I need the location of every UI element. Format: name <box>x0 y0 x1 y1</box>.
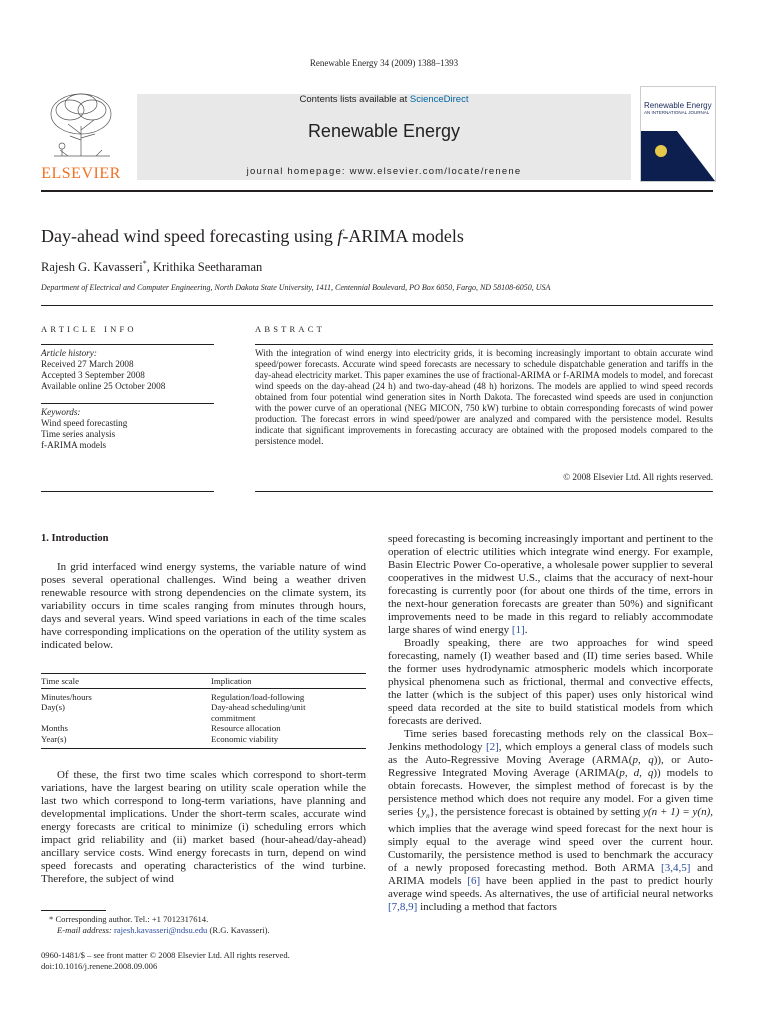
table-row <box>41 702 366 723</box>
time-scale-table <box>41 676 366 744</box>
article-title <box>41 226 464 247</box>
keywords-label: Keywords: <box>41 407 81 417</box>
email-suffix: (R.G. Kavasseri). <box>207 925 270 935</box>
intro-text-1: In grid interfaced wind energy systems, the variable nature of wind poses several operational challenges. Wind being a weather driven renewable resource with strong dependencies on the climate system, its variability occurs in time scales ranging from minutes through hours, days and several years. Wind speed variations in each of the time scales have corresponding implications on the operation of the utility system as indicated below. <box>41 561 366 651</box>
reference-link[interactable]: [2] <box>485 741 499 753</box>
keywords-rule <box>41 403 214 404</box>
table-cell: Minutes/hours <box>41 691 92 702</box>
affiliation: Department of Electrical and Computer Engineering, North Dakota State University, 1411, Centennial Boulevard, PO Box 6050, Fargo, ND 58108-6050, USA <box>41 283 551 292</box>
intro-text-2: Of these, the first two time scales which correspond to short-term variations, have the largest bearing on utility scale operation while the last two which correspond to long-term variations, have planning and developmental implications. Under the short-term scales, accurate wind energy forecasts are critical to minimize (i) scheduling errors which impact grid reliability and (ii) market based (hour-ahead/day-ahead) ancillary service costs. Wind energy forecasts in turn, depend on wind speed forecasts and operating characteristics of the wind turbine. Therefore, the subject of wind <box>41 769 366 885</box>
math-n: n <box>426 812 430 821</box>
doi-line[interactable]: doi:10.1016/j.renene.2008.09.006 <box>41 961 158 971</box>
cover-subtitle: AN INTERNATIONAL JOURNAL <box>644 110 710 115</box>
publisher-name: ELSEVIER <box>41 165 121 182</box>
history-label: Article history: <box>41 348 97 358</box>
cover-triangle <box>677 131 715 181</box>
abstract-heading: ABSTRACT <box>255 324 325 334</box>
journal-cover <box>640 86 716 182</box>
table-cell: Resource allocation <box>211 723 281 733</box>
cover-emblem <box>655 145 667 157</box>
abstract-bottom-rule <box>255 491 713 492</box>
p3-text: , which implies that the average wind speed forecast for the next hour is simply equal to the average wind speed over the current hour. Customarily, the persistence method is used to benchmark the accuracy of a newly proposed forecasting method. Both ARMA <box>388 806 713 875</box>
email-label: E-mail address: <box>57 925 114 935</box>
cover-title: Renewable Energy <box>644 101 712 110</box>
info-rule <box>41 344 214 345</box>
sciencedirect-link[interactable]: ScienceDirect <box>409 94 469 105</box>
p3-text: including a method that factors <box>417 901 557 914</box>
table-row <box>41 734 366 745</box>
title-text: Day-ahead wind speed forecasting using <box>41 226 338 246</box>
author-email-link[interactable]: rajesh.kavasseri@ndsu.edu <box>113 925 208 935</box>
math-y: y <box>421 806 427 818</box>
table-header-time-scale: Time scale <box>41 676 80 686</box>
corresponding-mark[interactable]: * <box>142 259 147 268</box>
table-bottom-rule <box>41 748 366 749</box>
p3-text: and ARIMA models <box>388 862 713 888</box>
title-f: f <box>337 226 343 246</box>
reference-link[interactable]: [7,8,9] <box>388 901 418 914</box>
right-paragraph-3 <box>388 728 713 914</box>
footnote <box>41 914 366 936</box>
contents-prefix: Contents lists available at <box>299 94 410 105</box>
author-list <box>41 259 262 275</box>
abstract-text: With the integration of wind energy into electricity grids, it is becoming increasingly important to obtain accurate wind speed/power forecasts. Accurate wind speed forecasts are necessary to schedule dispatchable generation and tariffs in the day-ahead electricity market. This paper examines the use of fractional-ARIMA or f-ARIMA models to model, and forecast wind speeds on the day-ahead (24 h) and two-day-ahead (48 h) horizons. The models are applied to wind speed records obtained from four potential wind generation sites in North Dakota. The forecasted wind speeds are used in conjunction with the power curve of an operational (NEG MICON, 750 kW) turbine to obtain corresponding forecasts of wind power production. The forecast errors in wind speed/power are analyzed and compared with the persistence model. Results indicate that significant improvements in forecasting accuracy are obtained with the proposed models compared to the persistence model. <box>255 348 713 446</box>
article-history <box>41 348 216 392</box>
intro-paragraph-2 <box>41 769 366 886</box>
right-paragraph-2: Broadly speaking, there are two approaches for wind speed forecasting, namely (I) weather based and (II) time series based. While the former uses hydrodynamic atmospheric models which incorporate physical phenomena such as frictional, thermal and convective effects, the latter (which is the subject of this paper) uses only historical wind speed data recorded at the site to build statistical models from which forecasts are derived. <box>388 637 713 727</box>
abstract-rule <box>255 344 713 345</box>
math-pdq: p, d, q <box>619 767 654 779</box>
table-header-row <box>41 676 366 687</box>
section-heading-introduction: 1. Introduction <box>41 533 109 544</box>
journal-citation: Renewable Energy 34 (2009) 1388–1393 <box>309 58 459 68</box>
footnote-mark: * <box>49 914 54 924</box>
table-cell: Day(s) <box>41 702 65 712</box>
table-cell: Months <box>41 723 68 733</box>
table-cell: Economic viability <box>211 733 279 744</box>
history-received: Received 27 March 2008 <box>41 359 134 369</box>
front-matter <box>41 950 371 972</box>
right-text-1: speed forecasting is becoming increasingly important and pertinent to the operation of electric utilities which integrate wind energy. For example, Basin Electric Power Co-operative, a wholesale power supplier to several cooperatives in the midwest U.S., claims that the accuracy of next-hour forecasting is currently poor (for about one thirds of the time, errors in the next-hour generation forecasts are greater than 50%) and significant improvements need to be made in this regard to reliably accommodate large shares of wind energy <box>388 533 713 636</box>
intro-paragraph-1 <box>41 561 366 652</box>
table-cell: Day-ahead scheduling/unit commitment <box>211 702 306 723</box>
table-row <box>41 692 366 703</box>
table-cell: Regulation/load-following <box>211 691 305 702</box>
keyword: Wind speed forecasting <box>41 418 128 428</box>
math-persistence: y(n + 1) = y(n) <box>643 806 711 818</box>
p3-text: )), or Auto-Regressive Integrated Moving Average (ARIMA( <box>388 754 714 779</box>
keyword: f-ARIMA models <box>41 440 107 450</box>
issn-line: 0960-1481/$ – see front matter © 2008 Elsevier Ltd. All rights reserved. <box>41 950 290 960</box>
p3-text: , which employs a general class of models such as the Auto-Regressive Moving Average (ARMA( <box>388 741 713 766</box>
table-row <box>41 723 366 734</box>
journal-homepage[interactable]: journal homepage: www.elsevier.com/locate/renene <box>246 166 522 177</box>
article-info-heading: ARTICLE INFO <box>41 324 137 334</box>
history-online: Available online 25 October 2008 <box>41 381 166 391</box>
abstract-copyright: © 2008 Elsevier Ltd. All rights reserved. <box>563 472 713 482</box>
p3-text: )) models to obtain forecasts. However, the simplest method of forecast is by the persistence method which does not require any model. For a given time series { <box>388 767 713 818</box>
table-header-implication: Implication <box>211 676 252 686</box>
elsevier-tree-logo <box>40 90 122 158</box>
header-rule <box>41 190 713 192</box>
right-paragraph-1: speed forecasting is becoming increasingly important and pertinent to the operation of electric utilities which integrate wind energy. For example, Basin Electric Power Co-operative, a wholesale power supplier to several cooperatives in the midwest U.S., claims that the accuracy of next-hour forecasting is currently poor (for about one thirds of the time, errors in the next-hour generation forecasts are greater than 50%) and significant improvements need to be made in this regard to reliably accommodate large shares of wind energy [1]. <box>388 533 713 636</box>
reference-link[interactable]: [1] <box>511 624 525 636</box>
corresponding-author-note: Corresponding author. Tel.: +1 7012317614. <box>55 914 209 924</box>
p3-text: Time series based forecasting methods rely on the classical Box–Jenkins methodology <box>388 728 713 753</box>
reference-link[interactable]: [6] <box>467 875 481 888</box>
info-bottom-rule <box>41 491 214 492</box>
right-column <box>388 533 713 914</box>
p3-text: have been applied in the past to predict hourly average wind speeds. As alternatives, the use of artificial neural networks <box>388 875 714 901</box>
table-header-rule <box>41 688 366 689</box>
table-top-rule <box>41 673 366 674</box>
p3-text: }, the persistence forecast is obtained by setting <box>429 806 644 818</box>
table-cell: Year(s) <box>41 733 67 744</box>
math-pq: p, q <box>632 754 654 766</box>
title-rule <box>41 305 713 306</box>
keyword: Time series analysis <box>41 429 116 439</box>
keywords <box>41 407 216 451</box>
author-1: Rajesh G. Kavasseri <box>41 260 143 275</box>
author-2: Krithika Seetharaman <box>152 260 263 275</box>
journal-title: Renewable Energy <box>307 121 461 141</box>
author-separator: , <box>146 260 153 275</box>
history-accepted: Accepted 3 September 2008 <box>41 370 145 380</box>
reference-link[interactable]: [3,4,5] <box>661 862 691 875</box>
footnote-rule <box>41 910 106 911</box>
contents-line <box>137 94 631 105</box>
title-text-end: -ARIMA models <box>342 226 464 246</box>
